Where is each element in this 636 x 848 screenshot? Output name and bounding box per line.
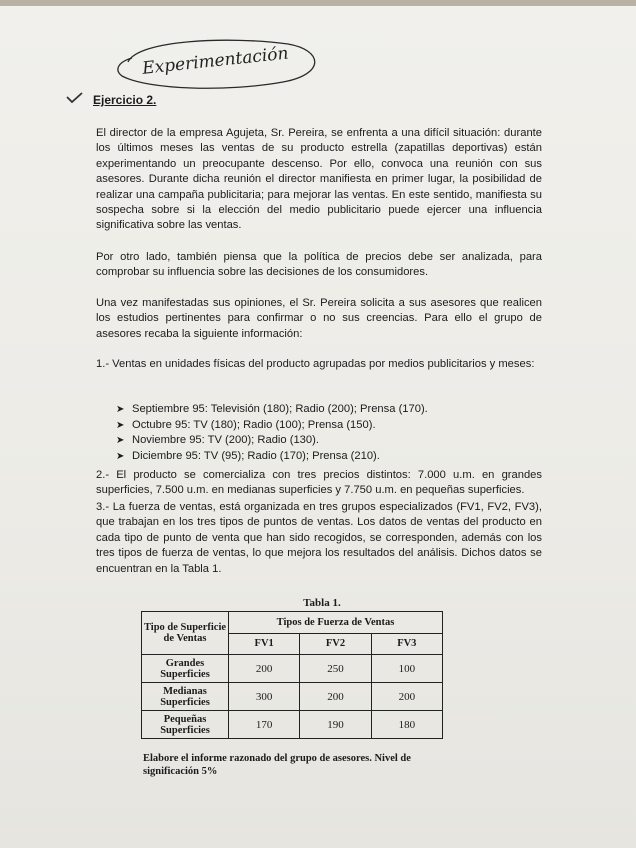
table-row (142, 711, 443, 739)
list-item: ➤ Octubre 95: TV (180); Radio (100); Prensa (150). (116, 418, 536, 434)
table-corner-header: Tipo de Superficie de Ventas (142, 612, 229, 655)
arrow-bullet-icon: ➤ (116, 419, 125, 431)
table-row (142, 683, 443, 711)
column-header-fv2: FV2 (300, 633, 371, 655)
handwritten-title: Experimentación (141, 43, 290, 79)
paragraph-item-3: 3.- La fuerza de ventas, está organizada en tres grupos especializados (FV1, FV2, FV3), que trabajan en los tres tipos de puntos de ventas. Los datos de ventas del producto en cada tipo de punto de venta que han sido recogidos, se corresponden, además con los tres tipos de fuerza de ventas, lo que mejora los resultados del análisis. Dichos datos se encuentran en la Tabla 1. (96, 501, 542, 575)
closing-instruction: Elabore el informe razonado del grupo de asesores. Nivel de significación 5% (143, 753, 411, 777)
table-cell: 100 (371, 655, 442, 683)
table-cell: 250 (300, 655, 371, 683)
paragraph-pricing: Por otro lado, también piensa que la política de precios debe ser analizada, para comprobar su influencia sobre las decisiones de los consumidores. (96, 251, 542, 279)
arrow-bullet-icon: ➤ (116, 435, 125, 447)
table-cell: 200 (300, 683, 371, 711)
row-label: Pequeñas Superficies (142, 711, 229, 739)
table-group-header: Tipos de Fuerza de Ventas (229, 612, 443, 634)
table-cell: 190 (300, 711, 371, 739)
paragraph-item-1: 1.- Ventas en unidades físicas del producto agrupadas por medios publicitarios y meses: (96, 358, 535, 370)
checkmark-icon (64, 90, 86, 106)
top-edge (0, 0, 636, 6)
arrow-bullet-icon: ➤ (116, 404, 125, 415)
table-1 (141, 597, 443, 739)
column-header-fv1: FV1 (229, 633, 300, 655)
sales-by-month-list (116, 402, 536, 464)
paragraph-request: Una vez manifestadas sus opiniones, el Sr. Pereira solicita a sus asesores que realicen los estudios pertinentes para confirmar o no sus creencias. Para ello el grupo de asesores recaba la siguiente información: (96, 297, 542, 340)
column-header-fv3: FV3 (371, 633, 442, 655)
table-row (142, 655, 443, 683)
row-label: Grandes Superficies (142, 655, 229, 683)
exercise-title: Ejercicio 2. (93, 93, 157, 107)
list-item: ➤ Diciembre 95: TV (95); Radio (170); Prensa (210). (116, 449, 536, 465)
sales-table (141, 611, 443, 739)
table-cell: 200 (229, 655, 300, 683)
table-cell: 300 (229, 683, 300, 711)
list-item: ➤ Noviembre 95: TV (200); Radio (130). (116, 433, 536, 449)
arrow-bullet-icon: ➤ (116, 450, 125, 462)
handwritten-title-annotation (108, 32, 328, 94)
table-cell: 180 (371, 711, 442, 739)
row-label: Medianas Superficies (142, 683, 229, 711)
table-title: Tabla 1. (303, 597, 341, 609)
table-cell: 170 (229, 711, 300, 739)
paragraph-intro: El director de la empresa Agujeta, Sr. Pereira, se enfrenta a una difícil situación: durante los últimos meses las ventas de su producto estrella (zapatillas deportivas) están experimentando un preocupante descenso. Por ello, convoca una reunión con sus asesores. Durante dicha reunión el director manifiesta en primer lugar, la posibilidad de realizar una campaña publicitaria; para mejorar las ventas. En este sentido, manifiesta su sospecha sobre si la elección del medio publicitario puede ejercer una influencia significativa sobre las ventas. (96, 127, 542, 232)
table-cell: 200 (371, 683, 442, 711)
list-item: ➤ Septiembre 95: Televisión (180); Radio (200); Prensa (170). (116, 402, 536, 418)
paragraph-item-2: 2.- El producto se comercializa con tres precios distintos: 7.000 u.m. en grandes superficies, 7.500 u.m. en medianas superficies y 7.750 u.m. en pequeñas superficies. (96, 469, 542, 497)
